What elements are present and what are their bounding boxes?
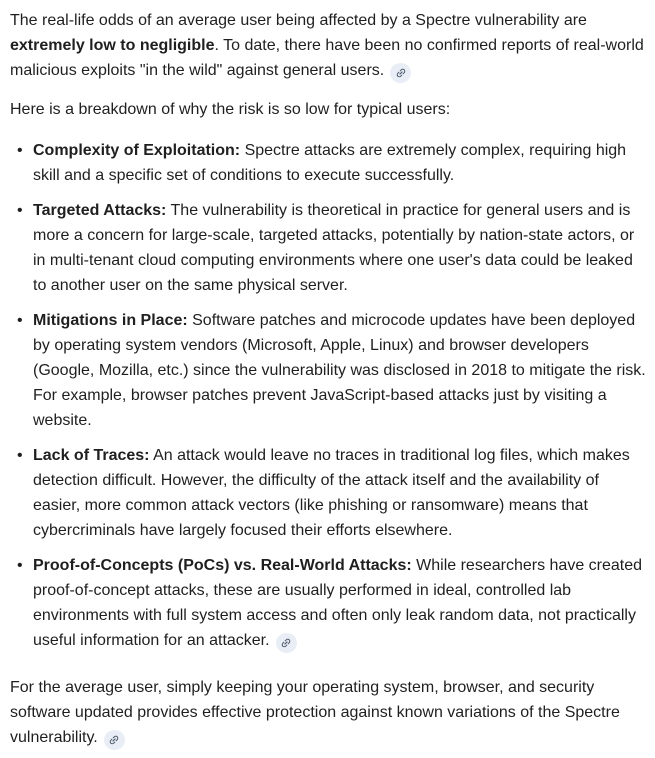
- bullet-text: While researchers have created proof-of-concept attacks, these are usually performed in ideal, controlled lab environments with full system access and often only leak random data, not practically useful information for an attacker.: [33, 557, 643, 649]
- bullet-lead: Complexity of Exploitation:: [33, 142, 241, 159]
- reason-list: [10, 138, 647, 653]
- list-item-pocs: [10, 553, 647, 653]
- bullet-text: An attack would leave no traces in traditional log files, which makes detection difficult. However, the difficulty of the attack itself and the availability of easier, more common attack vectors (like phishing or ransomware) means that cybercriminals have largely focused their efforts elsewhere.: [33, 447, 630, 539]
- bullet-lead: Mitigations in Place:: [33, 312, 188, 329]
- link-icon: [106, 732, 123, 749]
- intro-text-end: . To date, there have been no confirmed reports of real-world malicious exploits "in the wild" against general users.: [10, 37, 644, 79]
- bullet-text: Spectre attacks are extremely complex, requiring high skill and a specific set of conditions to execute successfully.: [33, 142, 627, 184]
- citation-chip[interactable]: [276, 633, 297, 653]
- list-item-mitigations: [10, 308, 647, 433]
- closing-text: For the average user, simply keeping your operating system, browser, and security software updated provides effective protection against known variations of the Spectre vulnerability.: [10, 679, 620, 746]
- citation-chip[interactable]: [104, 730, 125, 750]
- breakdown-lead: Here is a breakdown of why the risk is so low for typical users:: [10, 101, 451, 118]
- closing-paragraph: [10, 675, 647, 750]
- link-icon: [278, 635, 295, 652]
- citation-chip[interactable]: [390, 63, 411, 83]
- intro-paragraph: [10, 8, 647, 83]
- intro-bold-phrase: extremely low to negligible: [10, 37, 215, 54]
- bullet-text: Software patches and microcode updates have been deployed by operating system vendors (Microsoft, Apple, Linux) and browser developers (Google, Mozilla, etc.) since the vulnerability was disclosed in 2018 to mitigate the risk. For example, browser patches prevent JavaScript-based attacks just by visiting a website.: [33, 312, 646, 429]
- list-item-targeted-attacks: [10, 198, 647, 298]
- link-icon: [392, 65, 409, 82]
- bullet-lead: Targeted Attacks:: [33, 202, 167, 219]
- bullet-lead: Lack of Traces:: [33, 447, 150, 464]
- bullet-text: The vulnerability is theoretical in practice for general users and is more a concern for large-scale, targeted attacks, potentially by nation-state actors, or in multi-tenant cloud computing environments where one user's data could be leaked to another user on the same physical server.: [33, 202, 635, 294]
- list-item-lack-of-traces: [10, 443, 647, 543]
- intro-text-start: The real-life odds of an average user being affected by a Spectre vulnerability are: [10, 12, 587, 29]
- bullet-lead: Proof-of-Concepts (PoCs) vs. Real-World Attacks:: [33, 557, 412, 574]
- list-item-complexity: [10, 138, 647, 188]
